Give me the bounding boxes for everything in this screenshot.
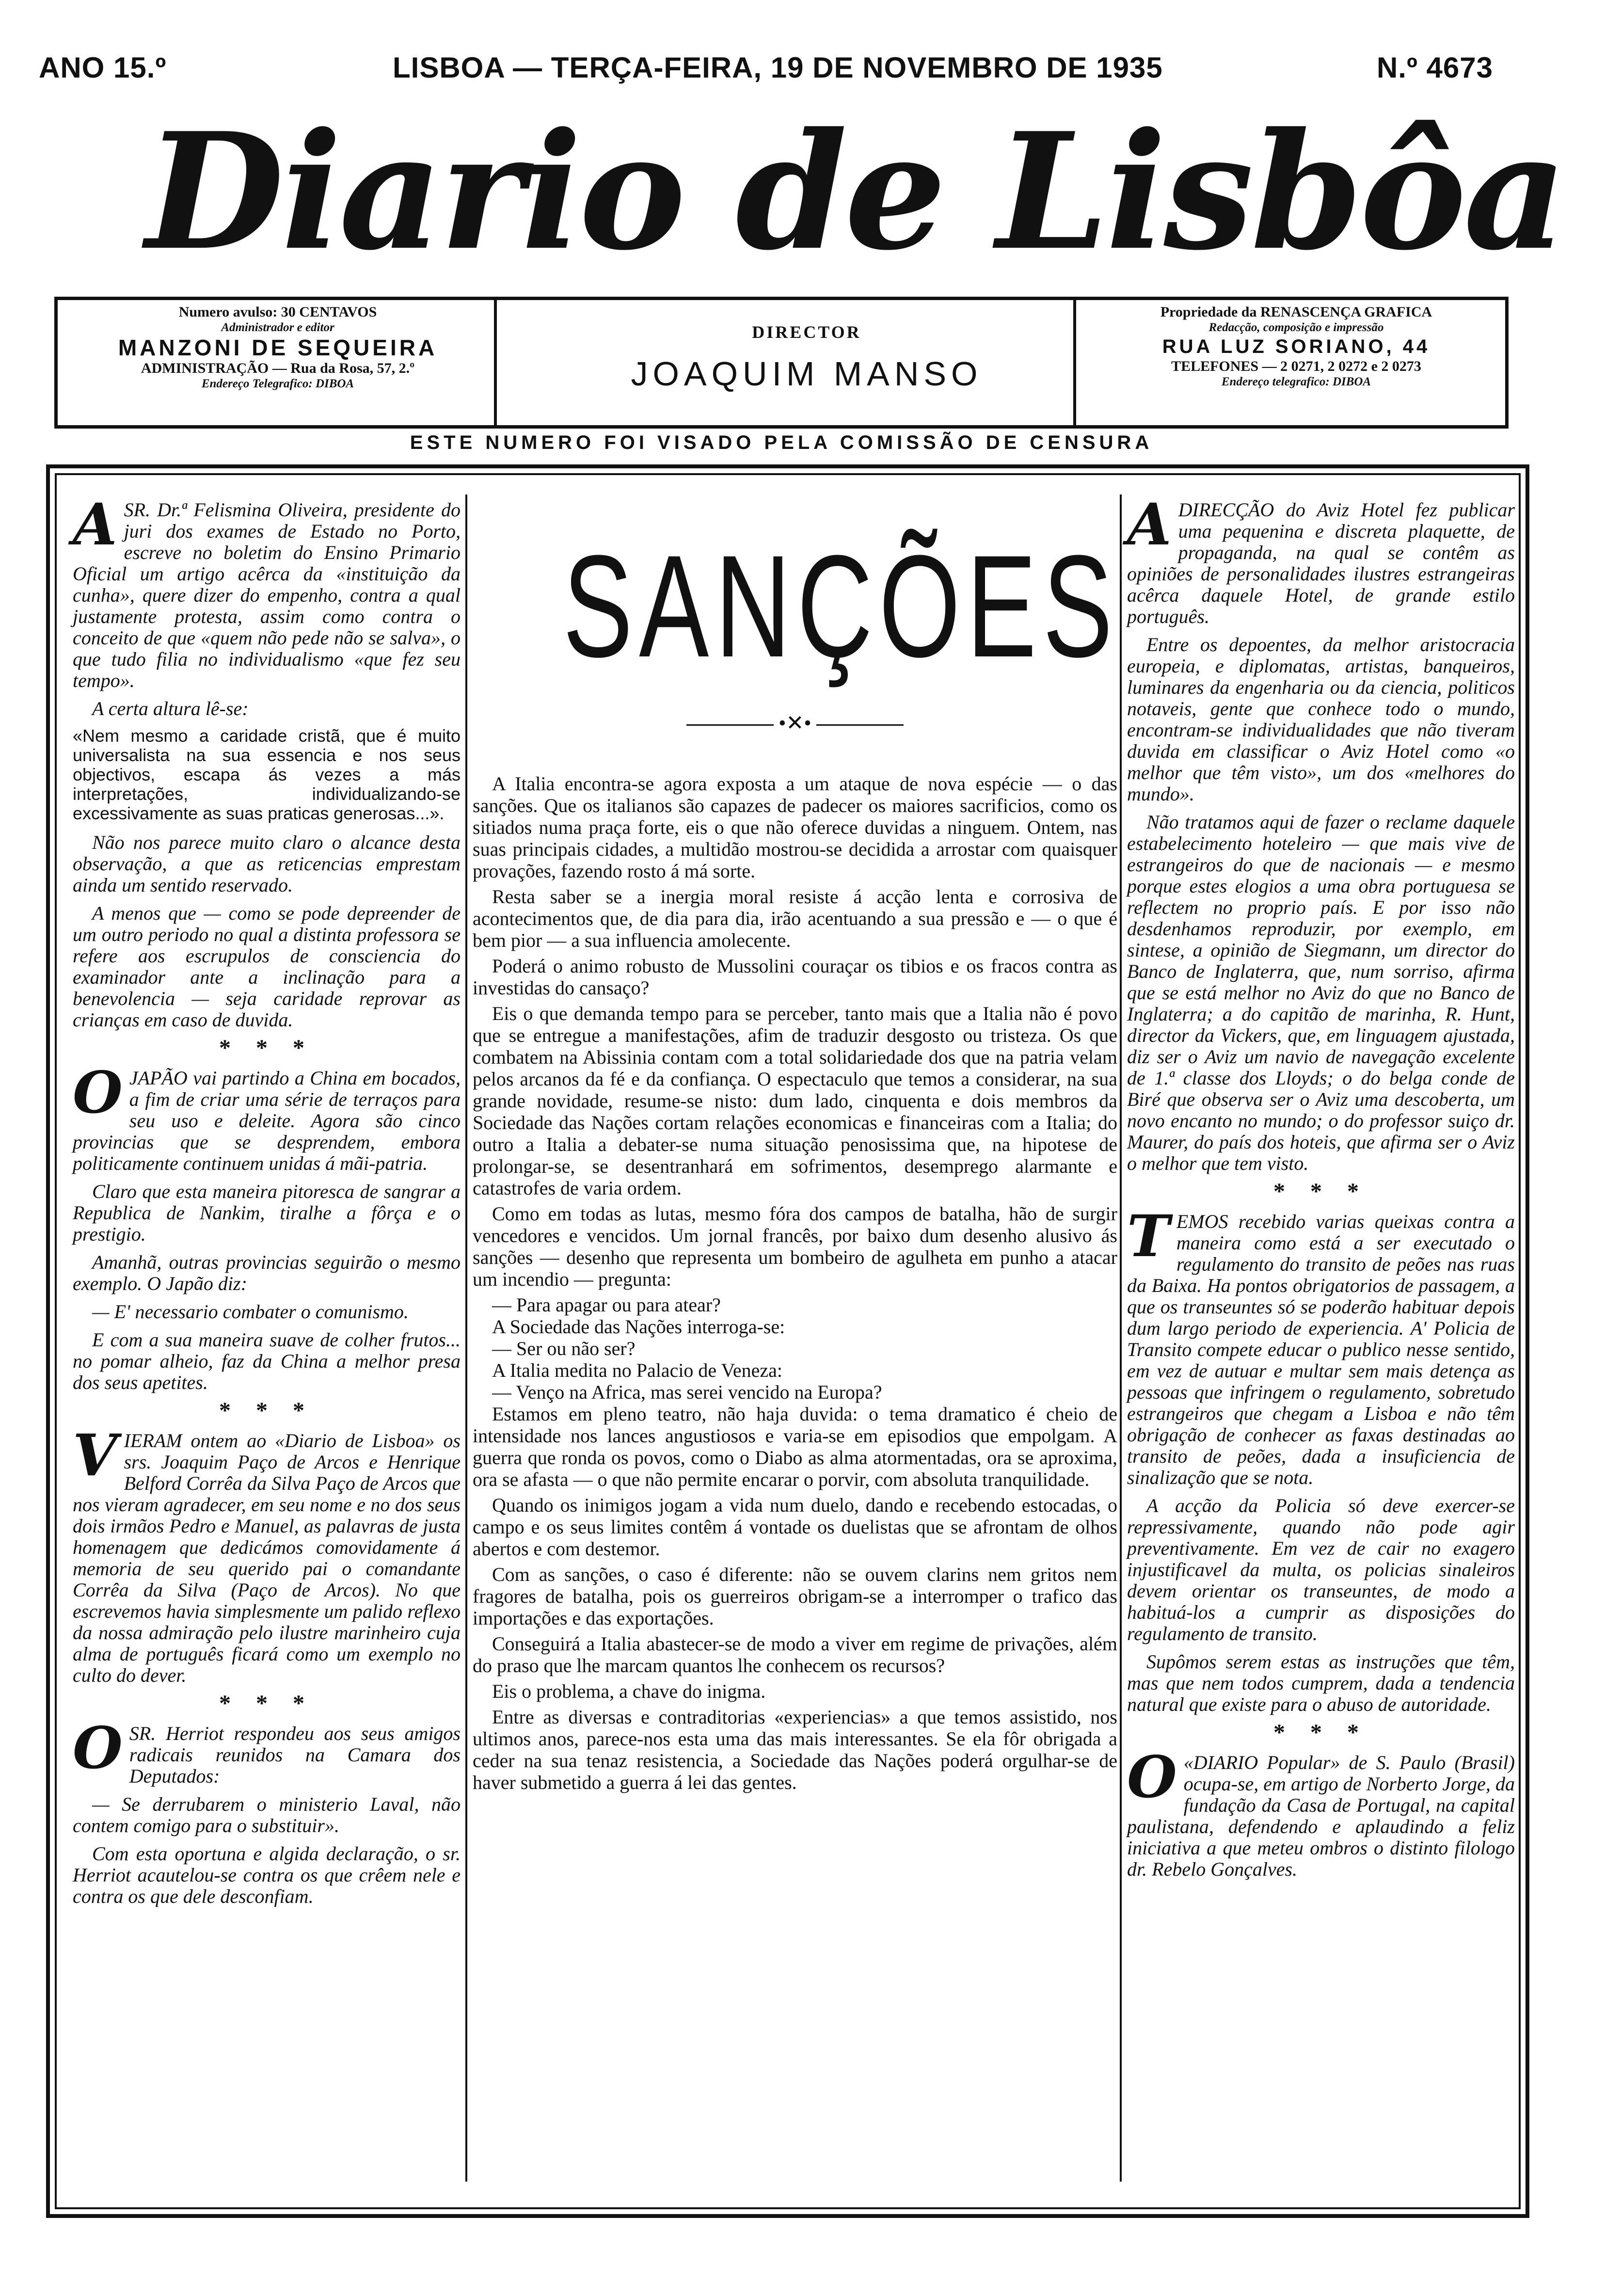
- drop-cap: O: [1127, 1743, 1177, 1811]
- left-column: [73, 491, 461, 1914]
- article-paragraph: A acção da Policia só deve exercer-se repressivamente, quando não pode agir preventivamente. Em vez de cair no exagero injustificavel da multa, os policias sinaleiros devem orientar os transeuntes, de modo a habituá-los a cumprir as disposições do regulamento de transito.: [1127, 1495, 1515, 1644]
- section-separator: * * *: [1273, 1179, 1368, 1204]
- telegraph-left: Endereço Telegrafico: DIBOA: [201, 377, 354, 390]
- drop-cap: O: [73, 1059, 123, 1126]
- article-paragraph: Claro que esta maneira pitoresca de sangrar a Republica de Nankim, tiralhe a fôrça e o prestigio.: [73, 1180, 461, 1245]
- info-box: [54, 297, 1509, 429]
- editorial-paragraph: Resta saber se a inergia moral resiste á acção lenta e corrosiva de acontecimentos que, de dia para dia, irão acentuando a sua pressão e — o que é bem pior — a sua influencia amolecente.: [473, 886, 1117, 951]
- editorial-paragraph: Como em todas as lutas, mesmo fóra dos campos de batalha, hão de surgir vencedores e vencidos. Um jornal francês, por baixo dum desenho alusivo ás sanções — desenho que representa um bombeiro de agulheta em punho a atacar um incendio — pregunta:: [473, 1203, 1117, 1290]
- drop-cap: A: [73, 491, 117, 558]
- article-paragraph: O «DIARIO Popular» de S. Paulo (Brasil) ocupa-se, em artigo de Norberto Jorge, da fundação da Casa de Portugal, na capital paulistana, defendendo e aplaudindo a feliz iniciativa a que meteu ombros o distinto filologo dr. Rebelo Gonçalves.: [1127, 1743, 1515, 1880]
- editorial-paragraph: Com as sanções, o caso é diferente: não se ouvem clarins nem gritos nem fragores de batalha, pois os guerreiros obrigam-se a interromper o trafico das importações e das exportações.: [473, 1563, 1117, 1629]
- section-separator: * * *: [1273, 1720, 1368, 1745]
- article-paragraph: E com a sua maneira suave de colher frutos... no pomar alheio, faz da China a melhor presa dos seus apetites.: [73, 1329, 461, 1393]
- main-headline: SANÇÕES: [563, 525, 1119, 687]
- director-label: DIRECTOR: [752, 322, 861, 342]
- admin-label: Administrador e editor: [221, 321, 334, 334]
- owner-line: Propriedade da RENASCENÇA GRAFICA: [1160, 304, 1432, 320]
- article-paragraph: A menos que — como se pode depreender de um outro periodo no qual a distinta professora se refere aos escrupulos de consciencia do examinador ante a inclinação para a benevolencia — seja caridade reprovar as crianças em caso de duvida.: [73, 902, 461, 1031]
- dialogue-line: — Ser ou não ser?: [492, 1338, 636, 1359]
- issue-number: N.º 4673: [1376, 51, 1493, 84]
- article-paragraph: VIERAM ontem ao «Diario de Lisboa» os srs. Joaquim Paço de Arcos e Henrique Belford Corrêa da Silva Paço de Arcos que nos vieram agradecer, em seu nome e no dos seus dois irmãos Pedro e Manuel, as palavras de justa homenagem que dedicámos comovidamente á memoria de seu querido pai o comandante Corrêa da Silva (Paço de Arcos). No que escrevemos havia simplesmente um palido reflexo da nossa admiração pelo ilustre marinheiro cuja alma de português ficará como um exemplo no culto do dever.: [73, 1421, 461, 1686]
- dialogue-line: A Italia medita no Palacio de Veneza:: [492, 1359, 783, 1381]
- masthead-title: Diario de Lisbôa: [145, 97, 1565, 286]
- drop-cap: V: [73, 1421, 117, 1489]
- info-left: [64, 304, 491, 426]
- section-separator: * * *: [219, 1035, 314, 1061]
- article-paragraph: ASR. Dr.ª Felismina Oliveira, presidente do juri dos exames de Estado no Porto, escreve no boletim do Ensino Primario Oficial um artigo acêrca da «instituição da cunha», quere dizer do empenho, contra a qual justamente protesta, assim como contra o conceito de que «quem não pede não se salva», o que tudo filia no individualismo «que fez seu tempo».: [73, 491, 461, 691]
- editorial-paragraph: Quando os inimigos jogam a vida num duelo, dando e recebendo estocadas, o campo e os seus limites contêm á vontade os duelistas que se afrontam de olhos abertos e com destemor.: [473, 1494, 1117, 1560]
- editorial-paragraph: Poderá o animo robusto de Mussolini couraçar os tibios e os fracos contra as investidas do cansaço?: [473, 955, 1117, 999]
- article-paragraph: — E' necessario combater o comunismo.: [92, 1301, 409, 1323]
- article-quote: «Nem mesmo a caridade cristã, que é muito universalista na sua essencia e nos seus objectivos, escapa ás vezes a más interpretações, individualizando-se excessivamente as suas praticas generosas...».: [73, 726, 461, 823]
- print-label: Redacção, composição e impressão: [1208, 321, 1384, 334]
- editorial-paragraph: Entre as diversas e contraditorias «experiencias» a que temos assistido, nos ultimos anos, parece-nos esta uma das mais interessantes. Se ela fôr obrigada a ceder na sua tenaz resistencia, a Sociedade das Nações poderá orgulhar-se de haver submetido a guerra á lei das gentes.: [473, 1706, 1117, 1793]
- telegraph-right: Endereço telegrafico: DIBOA: [1221, 375, 1371, 388]
- phone-line: TELEFONES — 2 0271, 2 0272 e 2 0273: [1171, 358, 1421, 374]
- article-paragraph: Amanhã, outras provincias seguirão o mesmo exemplo. O Japão diz:: [73, 1251, 461, 1294]
- article-paragraph: OSR. Herriot respondeu aos seus amigos radicais reunidos na Camara dos Deputados:: [73, 1714, 461, 1787]
- info-divider: [494, 300, 497, 425]
- issue-year: ANO 15.º: [39, 51, 167, 84]
- headline-ornament: •✕•: [473, 713, 1117, 734]
- right-column: [1127, 491, 1515, 1887]
- editorial-paragraph: Eis o que demanda tempo para se perceber, tanto mais que a Italia não é povo que se entregue a manifestações, afim de traduzir desgosto ou tristeza. Os que combatem na Abissinia contam com a total solidariedade dos que na patria velam pelos arcanos da fé e da confiança. O espectaculo que temos a considerar, na sua grande novidade, resume-se nisto: dum lado, cinquenta e dois membros da Sociedade das Nações cortam relações economicas e financeiras com a Italia; do outro a Italia a debater-se numa situação penosissima que, na hipotese de prolongar-se, se desentranhará em sofrimentos, desemprego alarmante e catastrofes de varia ordem.: [473, 1003, 1117, 1199]
- info-divider: [1073, 300, 1076, 425]
- censor-notice: ESTE NUMERO FOI VISADO PELA COMISSÃO DE CENSURA: [410, 432, 1153, 453]
- article-paragraph: ADIRECÇÃO do Aviz Hotel fez publicar uma pequenina e discreta plaquette, de propaganda, na qual se contêm as opiniões de personalidades ilustres estrangeiras acêrca daquele Hotel, de grande estilo português.: [1127, 491, 1515, 627]
- article-paragraph: — Se derrubarem o ministerio Laval, não contem comigo para o substituir».: [73, 1793, 461, 1836]
- article-paragraph: Não tratamos aqui de fazer o reclame daquele estabelecimento hoteleiro — que mais vive de estrangeiros do que de nacionais — e mesmo porque estes elogios a uma obra portuguesa se reflectem no proprio país. E por isso não desdenhamos reproduzir, por exemplo, em sintese, a opinião de Siegmann, um director do Banco de Inglaterra, que, num sorriso, afirma que se está melhor no Aviz do que no Banco de Inglaterra; a do capitão de marinha, R. Hunt, director da Vickers, que, em linguagem ajustada, diz ser o Aviz um navio de navegação excelente de 1.ª classe dos Lloyds; o do belga conde de Biré que observa ser o Aviz uma descoberta, um novo encanto no mundo; o do professor suiço dr. Maurer, do país dos hoteis, que afirma ser o Aviz o melhor que tem visto.: [1127, 811, 1515, 1174]
- main-column: [473, 499, 1117, 1797]
- article-paragraph: A certa altura lê-se:: [92, 698, 249, 719]
- section-separator: * * *: [219, 1690, 314, 1716]
- info-middle: [552, 322, 1061, 444]
- info-right: [1090, 304, 1502, 426]
- drop-cap: O: [73, 1714, 123, 1782]
- article-paragraph: Entre os depoentes, da melhor aristocracia europeia, e diplomatas, artistas, banqueiros, luminares da engenharia ou da ciencia, politicos notaveis, gente que conhece todo o mundo, encontram-se individualidades que não tiveram duvida em classificar o Aviz Hotel como «o melhor que têm visto», um dos «melhores do mundo».: [1127, 634, 1515, 805]
- price-line: Numero avulso: 30 CENTAVOS: [178, 304, 377, 320]
- issue-date: LISBOA — TERÇA-FEIRA, 19 DE NOVEMBRO DE 1935: [393, 51, 1163, 84]
- column-divider: [465, 494, 467, 2182]
- editorial-paragraph: A Italia encontra-se agora exposta a um ataque de nova espécie — o das sanções. Que os italianos são capazes de padecer os maiores sacrificios, como os sitiados numa praça forte, eis o que não oferece duvidas a ninguem. Ontem, nas suas principais cidades, a multidão mostrou-se decidida a arrostar com quaisquer provações, fazendo rosto á má sorte.: [473, 773, 1117, 882]
- office-address: RUA LUZ SORIANO, 44: [1162, 336, 1430, 357]
- dialogue-line: — Venço na Africa, mas serei vencido na Europa?: [492, 1381, 882, 1403]
- dateline-bar: [39, 51, 1493, 95]
- admin-address: ADMINISTRAÇÃO — Rua da Rosa, 57, 2.º: [141, 360, 415, 376]
- column-divider: [1120, 494, 1122, 2182]
- article-paragraph: Com esta oportuna e algida declaração, o sr. Herriot acautelou-se contra os que crêem nele e contra os que dele desconfiam.: [73, 1843, 461, 1907]
- dialogue-line: A Sociedade das Nações interroga-se:: [492, 1316, 785, 1338]
- drop-cap: T: [1127, 1202, 1170, 1270]
- editorial-paragraph: Eis o problema, a chave do inigma.: [492, 1680, 766, 1702]
- dialogue-line: — Para apagar ou para atear?: [492, 1294, 721, 1316]
- editorial-paragraph: Conseguirá a Italia abastecer-se de modo a viver em regime de privações, além do praso que lhe marcam quantos lhe conhecem os recursos?: [473, 1633, 1117, 1676]
- section-separator: * * *: [219, 1398, 314, 1423]
- admin-name: MANZONI DE SEQUEIRA: [118, 335, 438, 360]
- article-paragraph: OJAPÃO vai partindo a China em bocados, a fim de criar uma série de terraços para seu uso e deleite. Agora são cinco provincias que se desprendem, embora politicamente continuem unidas á mãi-patria.: [73, 1059, 461, 1174]
- article-paragraph: TEMOS recebido varias queixas contra a maneira como está a ser executado o regulamento do transito de peões nas ruas da Baixa. Ha pontos obrigatorios de passagem, a que os transeuntes só se poderão habituar depois dum largo periodo de experiencia. A' Policia de Transito compete educar o publico nesse sentido, em vez de autuar e multar sem mais detença as pessoas que infringem o regulamento, sobretudo estrangeiros que chegam a Lisboa e não têm obrigação de conhecer as faxas destinadas ao transito de peões, dada a insuficiencia de sinalização que se nota.: [1127, 1202, 1515, 1488]
- article-paragraph: Não nos parece muito claro o alcance desta observação, a que as reticencias emprestam ainda um sentido reservado.: [73, 831, 461, 896]
- article-paragraph: Supômos serem estas as instruções que têm, mas que nem todos cumprem, dada a tendencia natural que existe para o abuso de autoridade.: [1127, 1651, 1515, 1715]
- drop-cap: A: [1127, 491, 1172, 558]
- editorial-paragraph: Estamos em pleno teatro, não haja duvida: o tema dramatico é cheio de intensidade nos lances angustiosos e varia-se em episodios que empolgam. A guerra que ronda os povos, como o Diabo as alma atormentadas, ora se aproxima, ora se afasta — o que não permite encarar o porvir, com absoluta tranquilidade.: [473, 1403, 1117, 1490]
- director-name: JOAQUIM MANSO: [631, 355, 983, 393]
